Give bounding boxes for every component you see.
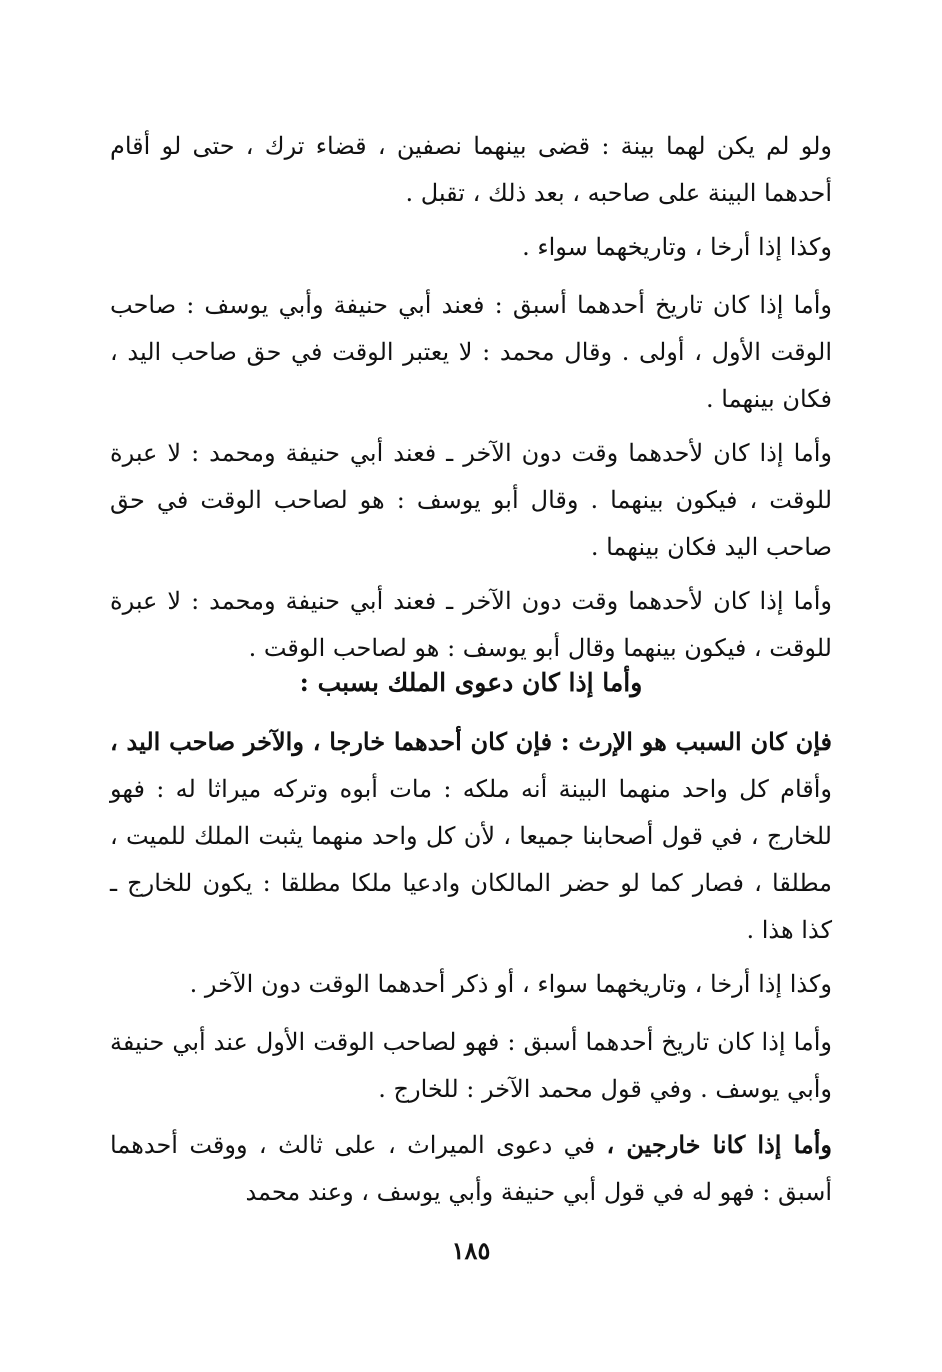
paragraph-2-text: وكذا إذا أرخا ، وتاريخهما سواء . <box>522 233 832 261</box>
page-number: ١٨٥ <box>451 1236 491 1265</box>
upper-text-block <box>110 122 832 672</box>
paragraph-7-text: وكذا إذا أرخا ، وتاريخهما سواء ، أو ذكر أحدهما الوقت دون الآخر . <box>189 970 832 998</box>
paragraph-6-text: وأقام كل واحد منهما البينة أنه ملكه : مات أبوه وتركه ميراثا له : فهو للخارج ، في قول أصحابنا جميعا ، لأن كل واحد منهما يثبت الملك للميت ، مطلقا ، فصار كما لو حضر المالكان وادعيا ملكا مطلقا : يكون للخارج ـ كذا هذا . <box>110 775 832 944</box>
lower-text-block <box>110 718 832 1216</box>
paragraph-9 <box>110 1121 832 1216</box>
paragraph-3-text: وأما إذا كان تاريخ أحدهما أسبق : فعند أبي حنيفة وأبي يوسف : صاحب الوقت الأول ، أولى . وقال محمد : لا يعتبر الوقت في حق صاحب اليد ، فكان بينهما . <box>110 291 832 413</box>
paragraph-6-lead: فإن كان السبب هو الإرث : فإن كان أحدهما خارجا ، والآخر صاحب اليد ، <box>110 727 832 756</box>
paragraph-4-text: وأما إذا كان لأحدهما وقت دون الآخر ـ فعند أبي حنيفة ومحمد : لا عبرة للوقت ، فيكون بينهما . وقال أبو يوسف : هو لصاحب الوقت في حق صاحب اليد فكان بينهما . <box>110 439 833 561</box>
paragraph-4 <box>110 429 832 571</box>
paragraph-8-text: وأما إذا كان تاريخ أحدهما أسبق : فهو لصاحب الوقت الأول عند أبي حنيفة وأبي يوسف . وفي قول محمد الآخر : للخارج . <box>110 1028 832 1103</box>
paragraph-9-lead: وأما إذا كانا خارجين ، <box>606 1130 832 1159</box>
paragraph-7 <box>110 960 832 1008</box>
paragraph-5 <box>110 577 832 672</box>
paragraph-6 <box>110 718 832 954</box>
paragraph-9-text: في دعوى الميراث ، على ثالث ، ووقت أحدهما أسبق : فهو له في قول أبي حنيفة وأبي يوسف ، وعند محمد <box>110 1131 832 1206</box>
paragraph-8 <box>110 1018 832 1113</box>
paragraph-2 <box>110 223 832 271</box>
paragraph-1 <box>110 122 832 217</box>
paragraph-5-text: وأما إذا كان لأحدهما وقت دون الآخر ـ فعند أبي حنيفة ومحمد : لا عبرة للوقت ، فيكون بينهما وقال أبو يوسف : هو لصاحب الوقت . <box>110 587 832 662</box>
paragraph-3 <box>110 281 832 423</box>
paragraph-1-text: ولو لم يكن لهما بينة : قضى بينهما نصفين ، قضاء ترك ، حتى لو أقام أحدهما البينة على صاحبه ، بعد ذلك ، تقبل . <box>110 132 832 207</box>
section-heading: وأما إذا كان دعوى الملك بسبب : <box>299 668 643 697</box>
